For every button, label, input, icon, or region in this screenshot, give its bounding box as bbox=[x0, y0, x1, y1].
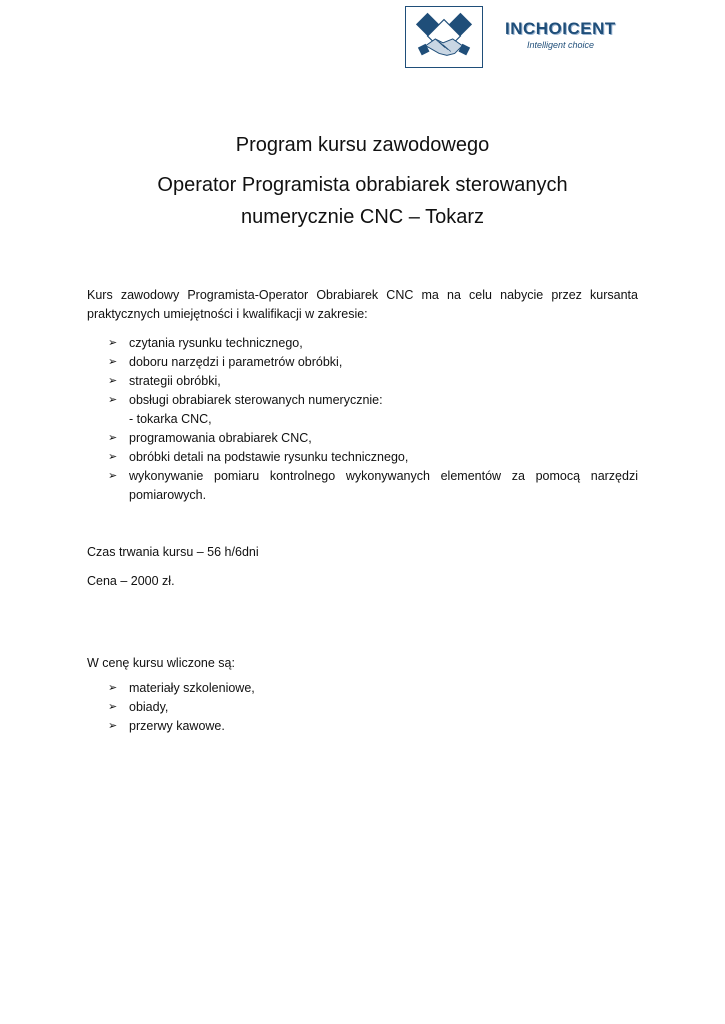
arrow-bullet-icon: ➢ bbox=[108, 356, 118, 368]
brand-name: INCHOICENT bbox=[505, 19, 616, 38]
list-item: ➢ wykonywanie pomiaru kontrolnego wykonywanych elementów za pomocą narzędzi pomiarowych. bbox=[108, 469, 638, 502]
list-item: ➢ obiady, bbox=[108, 698, 638, 717]
course-title-line-1: Operator Programista obrabiarek sterowanych bbox=[157, 174, 568, 196]
handshake-diamond-logo bbox=[406, 7, 482, 67]
course-price: Cena – 2000 zł. bbox=[87, 574, 175, 588]
list-item: ➢ obróbki detali na podstawie rysunku technicznego, bbox=[108, 448, 638, 467]
brand-block bbox=[505, 20, 635, 50]
arrow-bullet-icon: ➢ bbox=[108, 375, 118, 387]
list-item: ➢ obsługi obrabiarek sterowanych numerycznie: - tokarka CNC, bbox=[108, 391, 638, 429]
arrow-bullet-icon: ➢ bbox=[108, 394, 118, 406]
list-item: ➢ programowania obrabiarek CNC, bbox=[108, 429, 638, 448]
list-item: ➢ przerwy kawowe. bbox=[108, 717, 638, 736]
list-subitem: - tokarka CNC, bbox=[129, 412, 212, 426]
arrow-bullet-icon: ➢ bbox=[108, 701, 118, 713]
list-item: ➢ materiały szkoleniowe, bbox=[108, 679, 638, 698]
intro-paragraph: Kurs zawodowy Programista-Operator Obrabiarek CNC ma na celu nabycie przez kursanta praktycznych umiejętności i kwalifikacji w zakresie: bbox=[87, 288, 638, 321]
course-title-line-2: numerycznie CNC – Tokarz bbox=[240, 206, 485, 228]
company-logo bbox=[405, 6, 483, 68]
arrow-bullet-icon: ➢ bbox=[108, 720, 118, 732]
list-item: ➢ doboru narzędzi i parametrów obróbki, bbox=[108, 353, 638, 372]
list-item: ➢ strategii obróbki, bbox=[108, 372, 638, 391]
included-list bbox=[108, 679, 638, 736]
list-item: ➢ czytania rysunku technicznego, bbox=[108, 334, 638, 353]
arrow-bullet-icon: ➢ bbox=[108, 451, 118, 463]
arrow-bullet-icon: ➢ bbox=[108, 432, 118, 444]
brand-tagline: Intelligent choice bbox=[527, 40, 595, 50]
arrow-bullet-icon: ➢ bbox=[108, 337, 118, 349]
skills-list bbox=[108, 334, 638, 505]
course-duration: Czas trwania kursu – 56 h/6dni bbox=[87, 545, 259, 559]
included-heading: W cenę kursu wliczone są: bbox=[87, 656, 235, 670]
arrow-bullet-icon: ➢ bbox=[108, 682, 118, 694]
page-title: Program kursu zawodowego bbox=[235, 134, 490, 156]
arrow-bullet-icon: ➢ bbox=[108, 470, 118, 482]
